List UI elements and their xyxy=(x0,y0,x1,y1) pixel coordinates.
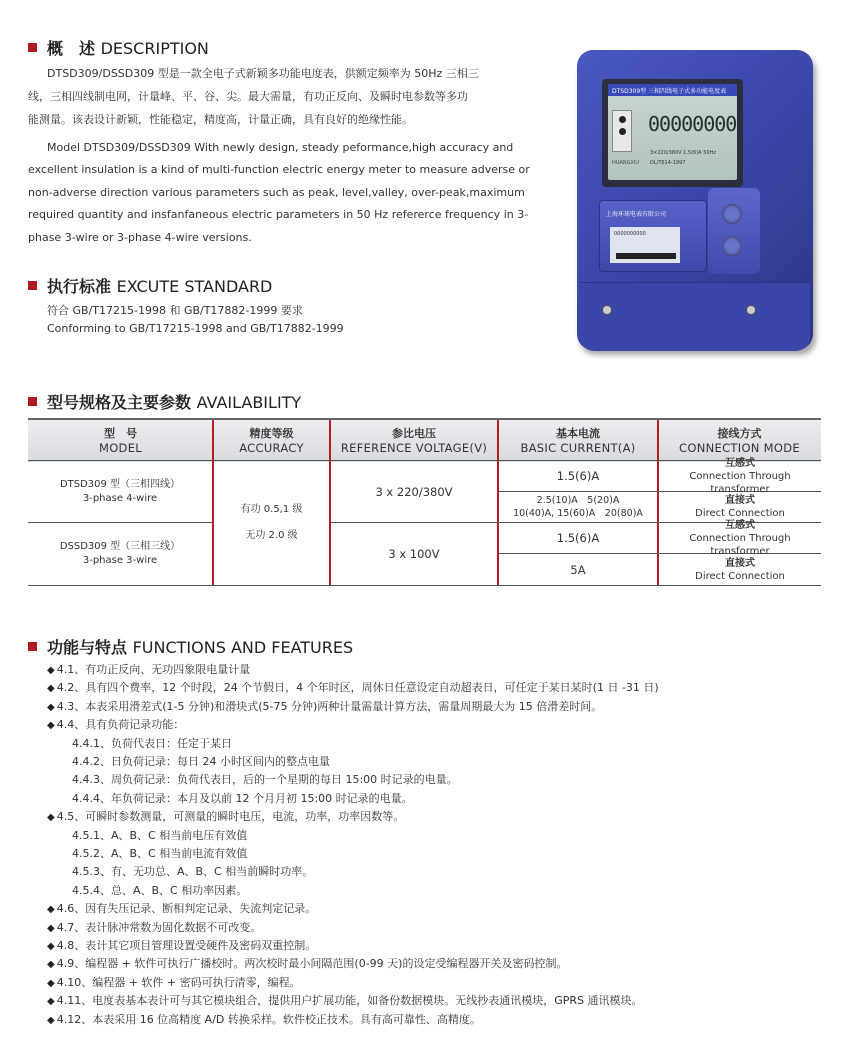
feature-text: 4.5、可瞬时参数测量，可测量的瞬时电压，电流，功率，功率因数等。 xyxy=(56,810,405,824)
diamond-bullet-icon: ◆ xyxy=(47,812,55,824)
diamond-bullet-icon: ◆ xyxy=(47,996,55,1008)
feature-item xyxy=(47,661,250,677)
cell-connection: 互感式 Connection Through transformer xyxy=(689,457,791,495)
indicator-led xyxy=(619,128,626,135)
description-cn-para xyxy=(47,63,479,86)
diamond-bullet-icon: ◆ xyxy=(47,720,55,732)
feature-subitem xyxy=(72,827,247,843)
description-en-line: excellent insulation is a kind of multi-function electric energy meter to measure adverse or xyxy=(28,163,530,176)
row-divider xyxy=(28,585,821,586)
feature-text: 4.10、编程器 + 软件 + 密码可执行清零，编程。 xyxy=(56,975,301,989)
feature-text: 4.4.4、年负荷记录：本月及以前 12 个月月初 15:00 时记录的电量。 xyxy=(72,791,413,805)
cell-voltage: 3 x 100V xyxy=(388,547,440,561)
diamond-bullet-icon: ◆ xyxy=(47,904,55,916)
section-marker xyxy=(28,281,37,290)
description-cn-para-cont xyxy=(28,86,468,131)
cell-current: 5A xyxy=(570,562,586,577)
cell-model: DSSD309 型（三相三线） 3-phase 3-wire xyxy=(59,541,181,566)
cell-current: 1.5(6)A xyxy=(556,531,600,545)
description-cn-line: DTSD309/DSSD309 型是一款全电子式新颖多功能电度表，供额定频率为 50Hz 三相三 xyxy=(47,67,479,80)
availability-table xyxy=(28,418,821,586)
feature-text: 4.6、因有失压记录、断相判定记录、失流判定记录。 xyxy=(56,902,317,916)
description-heading xyxy=(28,36,209,59)
feature-item xyxy=(47,698,602,714)
header-accuracy: 精度等级 ACCURACY xyxy=(239,427,304,455)
feature-subitem xyxy=(72,753,330,769)
feature-text: 4.4、具有负荷记录功能： xyxy=(56,718,185,732)
feature-subitem xyxy=(72,845,247,861)
feature-subitem xyxy=(72,790,413,806)
section-marker xyxy=(28,642,37,651)
feature-subitem xyxy=(72,735,232,751)
cell-connection: 直接式 Direct Connection xyxy=(695,557,785,582)
feature-subitem xyxy=(72,771,458,787)
feature-text: 4.4.1、负荷代表日：任定于某日 xyxy=(72,736,232,750)
cell-connection: 直接式 Direct Connection xyxy=(695,495,785,519)
meter-nameplate xyxy=(599,200,707,272)
terminal-cover xyxy=(580,282,810,351)
lcd-std: DL/T614-1997 xyxy=(650,160,686,166)
standard-heading xyxy=(28,274,272,297)
header-current: 基本电流 BASIC CURRENT(A) xyxy=(520,427,636,455)
feature-text: 4.8、表计其它项目管理设置受硬件及密码双重控制。 xyxy=(56,939,317,952)
feature-text: 4.1、有功正反向、无功四象限电量计量 xyxy=(56,663,251,676)
description-title-cn: 概 述 xyxy=(47,39,96,58)
section-marker xyxy=(28,43,37,52)
feature-text: 4.7、表计脉冲常数为固化数据不可改变。 xyxy=(56,920,262,934)
description-title-en: DESCRIPTION xyxy=(100,39,209,58)
availability-title-cn: 型号规格及主要参数 xyxy=(47,393,192,412)
standard-title-en: EXCUTE STANDARD xyxy=(116,277,273,296)
feature-text: 4.11、电度表基本表计可与其它模块组合，提供用户扩展功能，如备份数据模块。无线抄表通讯模块，GPRS 通讯模块。 xyxy=(56,994,643,1008)
cell-current: 1.5(6)A xyxy=(556,469,600,483)
feature-item xyxy=(47,716,184,732)
feature-text: 4.2、具有四个费率，12 个时段，24 个节假日，4 个年时区，周休日任意设定自动超表日，可任定于某日某时(1 日 -31 日) xyxy=(56,681,659,695)
cell-connection: 互感式 Connection Through transformer xyxy=(689,519,791,557)
meter-brand: HUANGXIU xyxy=(612,160,640,166)
header-connection: 接线方式 CONNECTION MODE xyxy=(679,427,800,455)
meter-body xyxy=(577,50,813,350)
feature-item xyxy=(47,900,316,916)
feature-text: 4.5.3、有、无功总、A、B、C 相当前瞬时功率。 xyxy=(72,865,314,879)
description-en-para xyxy=(47,137,513,160)
description-en-line: non-adverse direction various parameters such as peak, level,valley, over-peak,maximum xyxy=(28,185,525,199)
diamond-bullet-icon: ◆ xyxy=(47,922,55,934)
meter-button[interactable] xyxy=(722,204,742,224)
lcd-header-text: DTSD309型 三相四线电子式多功能电度表 xyxy=(612,88,727,95)
cell-model: DTSD309 型（三相四线） 3-phase 4-wire xyxy=(59,478,181,504)
feature-text: 4.5.2、A、B、C 相当前电流有效值 xyxy=(72,847,248,860)
feature-subitem xyxy=(72,882,247,898)
cell-voltage: 3 x 220/380V xyxy=(375,484,453,499)
feature-subitem xyxy=(72,863,313,879)
meter-button-panel xyxy=(708,188,760,274)
header-model: 型 号 MODEL xyxy=(98,427,142,455)
meter-digits: 00000000 xyxy=(648,112,737,136)
feature-item xyxy=(47,808,404,824)
cover-screw xyxy=(602,305,612,315)
features-heading xyxy=(28,635,353,658)
availability-heading xyxy=(28,390,301,413)
feature-text: 4.12、本表采用 16 位高精度 A/D 转换采样。软件校正技术。具有高可靠性、高精度。 xyxy=(56,1012,481,1026)
description-cn-line: 线，三相四线制电网，计量峰、平、谷、尖。最大需量，有功正反向、及瞬时电参数等多功 xyxy=(28,90,468,103)
cell-accuracy: 有功 0.5,1 级 无功 2.0 级 xyxy=(240,504,303,541)
nameplate-code: 0000000000 xyxy=(614,231,646,237)
meter-indicator-panel xyxy=(612,110,632,152)
energy-meter-image xyxy=(577,50,822,356)
section-marker xyxy=(28,397,37,406)
feature-item xyxy=(47,919,261,935)
feature-item xyxy=(47,679,659,695)
header-voltage: 参比电压 REFERENCE VOLTAGE(V) xyxy=(340,427,488,455)
barcode-strip xyxy=(616,253,676,259)
diamond-bullet-icon: ◆ xyxy=(47,1014,55,1026)
standard-line-cn: 符合 GB/T17215-1998 和 GB/T17882-1999 要求 xyxy=(47,304,303,317)
feature-text: 4.5.1、A、B、C 相当前电压有效值 xyxy=(72,828,248,842)
meter-button[interactable] xyxy=(722,236,742,256)
feature-text: 4.4.3、周负荷记录：负荷代表日，后的一个星期的每日 15:00 时记录的电量。 xyxy=(72,773,458,787)
feature-text: 4.4.2、日负荷记录：每日 24 小时区间内的整点电量 xyxy=(72,755,330,768)
standard-line-en: Conforming to GB/T17215-1998 and GB/T17882-1999 xyxy=(47,322,344,335)
features-title-en: FUNCTIONS AND FEATURES xyxy=(132,638,354,657)
diamond-bullet-icon: ◆ xyxy=(47,701,55,713)
cell-current: 2.5(10)A 5(20)A 10(40)A, 15(60)A 20(80)A xyxy=(513,495,643,519)
feature-text: 4.9、编程器 + 软件可执行广播校时。两次校时最小间隔范围(0-99 天)的设定受编程器开关及密码控制。 xyxy=(56,957,568,971)
description-en-line: Model DTSD309/DSSD309 With newly design, steady peformance,high accuracy and xyxy=(47,141,514,154)
features-title-cn: 功能与特点 xyxy=(47,638,128,657)
feature-item xyxy=(47,1011,481,1027)
lcd-header-bar xyxy=(608,84,737,96)
description-en-para-cont xyxy=(28,159,530,249)
diamond-bullet-icon: ◆ xyxy=(47,959,55,971)
meter-lcd xyxy=(608,84,737,180)
feature-item xyxy=(47,955,567,971)
feature-item xyxy=(47,974,301,990)
feature-text: 4.5.4、总、A、B、C 相功率因素。 xyxy=(72,883,248,897)
diamond-bullet-icon: ◆ xyxy=(47,683,55,695)
nameplate-maker: 上海环球电表有限公司 xyxy=(606,211,667,218)
diamond-bullet-icon: ◆ xyxy=(47,977,55,989)
availability-title-en: AVAILABILITY xyxy=(196,393,302,412)
description-cn-line: 能测量。该表设计新颖，性能稳定，精度高，计量正确，具有良好的绝缘性能。 xyxy=(28,112,413,126)
feature-item xyxy=(47,992,642,1008)
description-en-line: phase 3-wire or 3-phase 4-wire versions. xyxy=(28,230,252,244)
indicator-led xyxy=(619,116,626,123)
lcd-spec: 3×220/380V 1.5(6)A 50Hz xyxy=(650,150,716,156)
feature-item xyxy=(47,937,316,953)
cover-screw xyxy=(746,305,756,315)
feature-text: 4.3、本表采用滑差式(1-5 分钟)和滑块式(5-75 分钟)两种计量需量计算方法，需量周期最大为 15 倍滑差时间。 xyxy=(56,699,603,713)
diamond-bullet-icon: ◆ xyxy=(47,941,55,952)
standard-title-cn: 执行标准 xyxy=(47,277,112,296)
diamond-bullet-icon: ◆ xyxy=(47,665,55,676)
description-en-line: required quantity and insfanfaneous electric parameters in 50 Hz refererce frequency in 3- xyxy=(28,208,529,221)
